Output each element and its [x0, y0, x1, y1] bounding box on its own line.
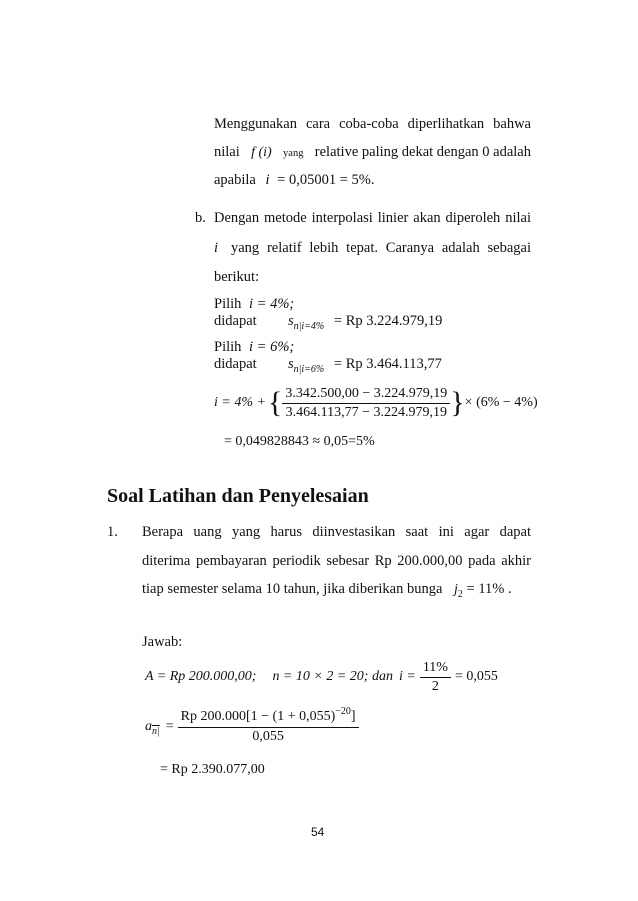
section-title: Soal Latihan dan Penyelesaian — [107, 485, 369, 507]
didapat-1-formula — [288, 313, 442, 330]
didapat-2-label: didapat — [214, 356, 257, 372]
annuity-a: a — [145, 719, 152, 734]
pilih-2-expr: i = 6%; — [249, 339, 295, 355]
annuity-result: = Rp 2.390.077,00 — [160, 762, 265, 777]
part-b-line-2-rest: yang relatif lebih tepat. Caranya adalah sebagai — [231, 240, 531, 256]
part-b-line-1-text: Dengan metode interpolasi linier akan diperoleh nilai — [214, 210, 531, 226]
didapat-2-formula — [288, 356, 442, 373]
didapat-2-sub: n|i=6% — [293, 364, 325, 375]
interp-rhs: × (6% − 4%) — [464, 395, 538, 410]
given-i-numerator: 11% — [420, 659, 451, 678]
annuity-num-post: ] — [350, 709, 356, 724]
annuity-sub: n| — [152, 725, 160, 737]
interpolation-formula — [214, 381, 538, 425]
part-a-apabila: apabila — [214, 172, 256, 188]
problem-1-number: 1. — [107, 524, 118, 540]
part-a-line-2 — [214, 144, 531, 161]
annuity-num-exp: −20 — [335, 706, 351, 717]
part-a-i: i — [265, 172, 270, 188]
given-A: A = Rp 200.000,00; — [145, 669, 257, 684]
part-a-yang: yang — [283, 148, 304, 159]
annuity-num-pre: Rp 200.000[1 − (1 + 0,055) — [180, 709, 336, 724]
part-b-line-1 — [214, 210, 531, 227]
problem-1-line-1-text: Berapa uang yang harus diinvestasikan saat ini agar dapat — [142, 524, 531, 540]
part-b-line-3: berikut: — [214, 269, 260, 285]
given-i: i = — [398, 669, 416, 684]
annuity-eq: = — [165, 719, 174, 734]
right-brace: } — [450, 386, 465, 419]
annuity-denominator: 0,055 — [252, 729, 284, 744]
problem-1-j: j — [454, 582, 458, 597]
part-b-line-2 — [214, 240, 531, 257]
annuity-fraction — [178, 708, 359, 746]
part-a-line-1 — [214, 116, 531, 133]
problem-1-line-2-text: diterima pembayaran periodik sebesar Rp 200.000,00 pada akhir — [142, 553, 531, 569]
didapat-1-label: didapat — [214, 313, 257, 329]
problem-1-line-2 — [142, 553, 531, 570]
part-a-line-3 — [214, 172, 374, 189]
didapat-1-value: = Rp 3.224.979,19 — [333, 313, 443, 329]
interp-fraction — [282, 385, 450, 422]
pilih-2-label: Pilih — [214, 339, 242, 355]
problem-1-rate: = 11% . — [466, 581, 512, 597]
pilih-2 — [214, 339, 294, 356]
interp-denominator: 3.464.113,77 − 3.224.979,19 — [285, 404, 447, 420]
page-number: 54 — [311, 825, 325, 839]
annuity-formula — [145, 705, 359, 749]
part-a-eq: = 0,05001 = 5%. — [277, 172, 375, 188]
part-a-nilai: nilai — [214, 144, 240, 160]
part-a-line-2-rest: relative paling dekat dengan 0 adalah — [314, 144, 531, 160]
part-a-fi: f (i) — [251, 145, 272, 160]
given-i-fraction — [420, 659, 451, 696]
didapat-1-s: s — [288, 313, 294, 329]
given-line — [145, 657, 498, 697]
jawab-label: Jawab: — [142, 634, 183, 650]
interp-numerator: 3.342.500,00 − 3.224.979,19 — [282, 385, 450, 404]
pilih-1 — [214, 296, 294, 313]
left-brace: { — [267, 386, 283, 419]
didapat-1-sub: n|i=4% — [293, 321, 325, 332]
given-i-value: = 0,055 — [454, 669, 498, 684]
part-b-i: i — [214, 240, 219, 256]
given-i-denominator: 2 — [431, 678, 439, 694]
interp-result: = 0,049828843 ≈ 0,05=5% — [224, 434, 375, 449]
pilih-1-expr: i = 4%; — [249, 296, 295, 312]
given-n: n = 10 × 2 = 20; dan — [272, 669, 393, 684]
didapat-2-s: s — [288, 356, 294, 372]
problem-1-line-3 — [142, 581, 512, 598]
part-a-line-1-text: Menggunakan cara coba-coba diperlihatkan bahwa — [214, 116, 531, 132]
problem-1-jsub: 2 — [457, 589, 463, 600]
part-b-marker: b. — [195, 210, 206, 226]
annuity-numerator — [178, 708, 359, 728]
pilih-1-label: Pilih — [214, 296, 242, 312]
problem-1-line-3-text: tiap semester selama 10 tahun, jika diberikan bunga — [142, 581, 443, 597]
didapat-2-value: = Rp 3.464.113,77 — [333, 356, 442, 372]
interp-lhs: i = 4% + — [214, 395, 266, 410]
problem-1-line-1 — [142, 524, 531, 541]
